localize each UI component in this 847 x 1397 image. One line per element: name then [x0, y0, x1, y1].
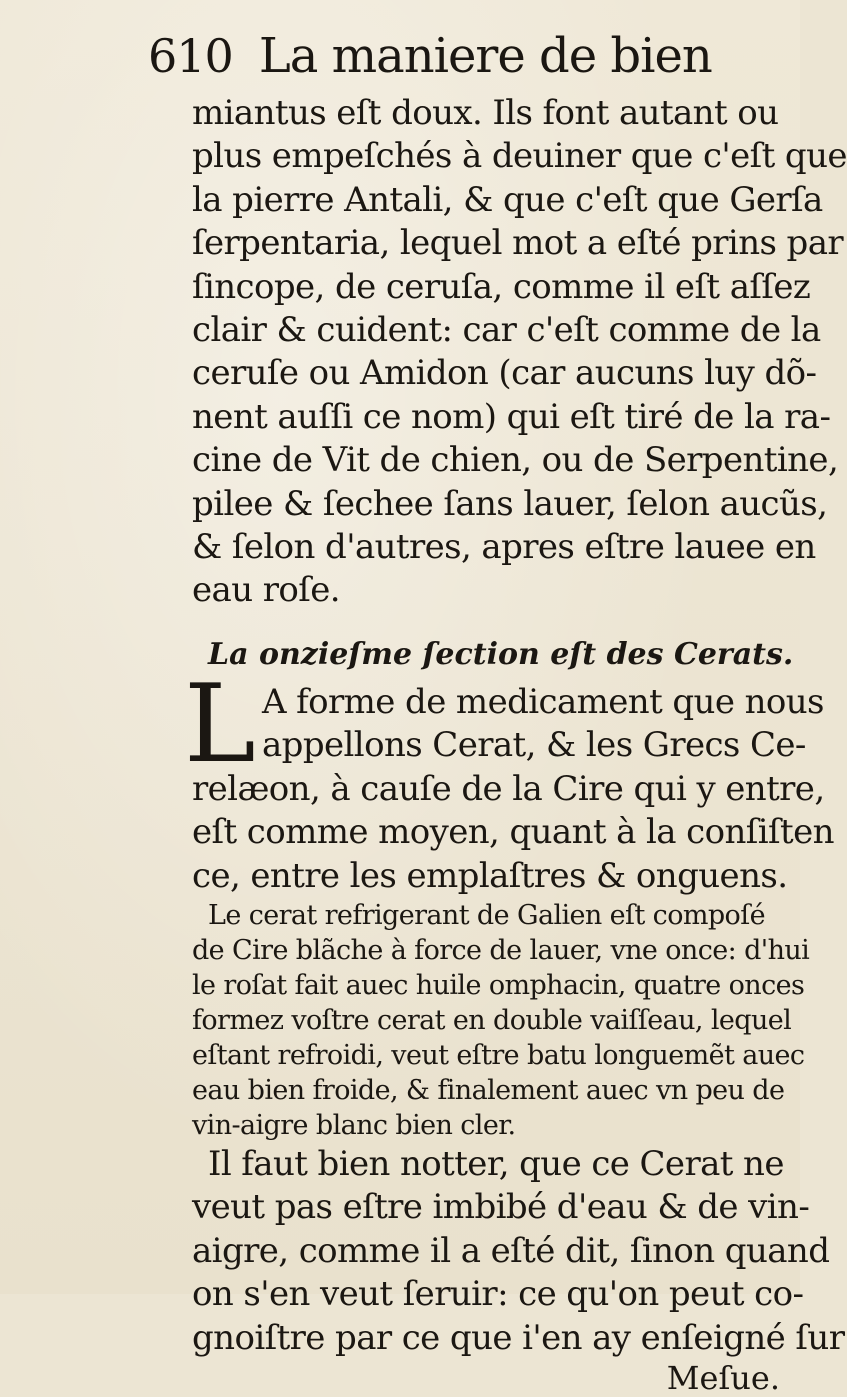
text-line: clair & cuident: car c'eſt comme de la — [192, 310, 821, 351]
text-line: ſincope, de ceruſa, comme il eſt aſſez — [192, 266, 811, 307]
text-line: eau roſe. — [192, 570, 340, 611]
text-line: ceruſe ou Amidon (car aucuns luy dõ- — [192, 353, 817, 394]
text-line: ce, entre les emplaſtres & onguens. — [192, 855, 788, 896]
text-line: eau bien froide, & finalement auec vn peu de — [192, 1074, 785, 1106]
text-line: plus empeſchés à deuiner que c'eſt que — [192, 136, 847, 177]
paragraph-2 — [184, 661, 834, 898]
text-line: & ſelon d'autres, apres eſtre lauee en — [192, 527, 816, 568]
paragraph-3 — [192, 898, 810, 1143]
text-line: aigre, comme il a eſté dit, ſinon quand — [192, 1230, 830, 1271]
text-line: Le cerat refrigerant de Galien eſt compoſé — [208, 899, 765, 931]
paragraph-4 — [192, 1143, 845, 1360]
running-title: La maniere de bien — [258, 28, 712, 84]
text-line: eſt comme moyen, quant à la conſiſten — [192, 812, 834, 853]
page-body — [184, 92, 847, 1397]
text-line: gnoiſtre par ce que i'en ay enſeigné ſur — [192, 1317, 845, 1358]
text-line: relæon, à cauſe de la Cire qui y entre, — [192, 768, 825, 809]
paragraph-1 — [192, 92, 847, 613]
text-line: appellons Cerat, & les Grecs Ce- — [262, 725, 806, 766]
text-line: formez voſtre cerat en double vaiſſeau, lequel — [192, 1004, 792, 1036]
text-line: veut pas eſtre imbibé d'eau & de vin- — [192, 1187, 810, 1228]
text-line: Il faut bien notter, que ce Cerat ne — [208, 1143, 784, 1184]
drop-cap: L — [184, 661, 256, 787]
text-line: pilee & ſechee ſans lauer, ſelon aucũs, — [192, 483, 828, 524]
text-line: vin-aigre blanc bien cler. — [192, 1109, 516, 1141]
text-line: eſtant refroidi, veut eſtre batu longuemẽt auec — [192, 1039, 805, 1071]
text-line: ſerpentaria, lequel mot a eſté prins par — [192, 223, 844, 264]
text-line: on s'en veut ſeruir: ce qu'on peut co- — [192, 1274, 804, 1315]
text-line: miantus eſt doux. Ils font autant ou — [192, 93, 779, 133]
page-number: 610 — [148, 29, 233, 83]
section-heading: La onzieſme ſection eſt des Cerats. — [208, 636, 794, 672]
text-line: nent auſſi ce nom) qui eſt tiré de la ra- — [192, 396, 831, 437]
text-line: le roſat fait auec huile omphacin, quatre onces — [192, 969, 805, 1001]
text-line: cine de Vit de chien, ou de Serpentine, — [192, 440, 839, 481]
text-line: de Cire blãche à force de lauer, vne once: d'hui — [192, 934, 810, 966]
text-line: la pierre Antali, & que c'eſt que Gerſa — [192, 179, 823, 220]
page-header — [148, 28, 712, 88]
text-line: A forme de medicament que nous — [262, 681, 824, 722]
catchword: Meſue. — [666, 1358, 780, 1397]
